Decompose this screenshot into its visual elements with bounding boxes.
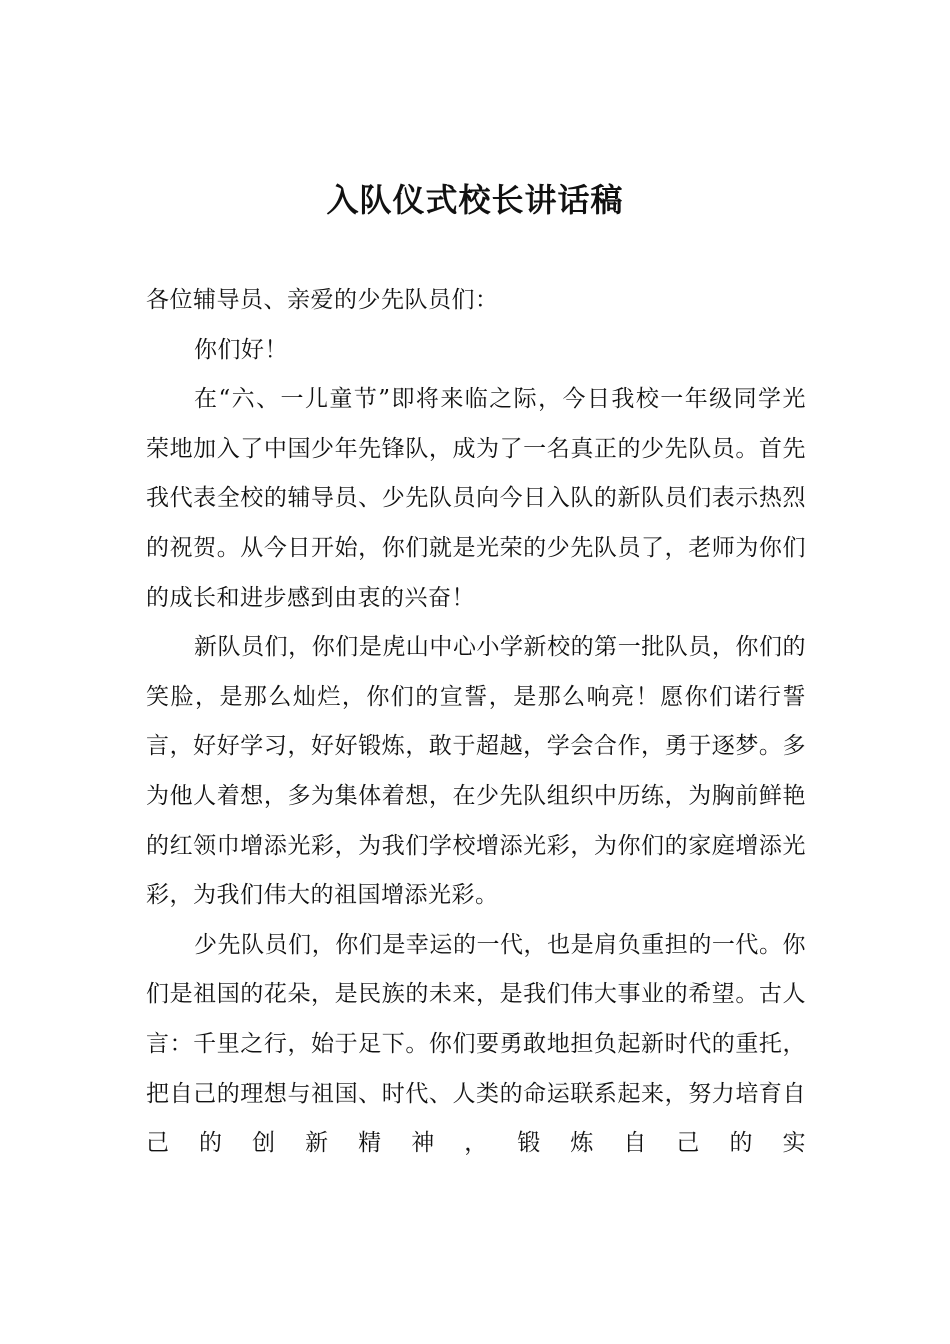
paragraph-3: 少先队员们，你们是幸运的一代，也是肩负重担的一代。你们是祖国的花朵，是民族的未来，是我们伟大事业的希望。古人言：千里之行，始于足下。你们要勇敢地担负起新时代的重托，把自己的理想与祖国、时代、人类的命运联系起来，努力培育自己的创新精神，锻炼自己的实 [146,931,806,1157]
paragraph-2: 新队员们，你们是虎山中心小学新校的第一批队员，你们的笑脸，是那么灿烂，你们的宣誓，是那么响亮！愿你们诺行誓言，好好学习，好好锻炼，敢于超越，学会合作，勇于逐梦。多为他人着想，多为集体着想，在少先队组织中历练，为胸前鲜艳的红领巾增添光彩，为我们学校增添光彩，为你们的家庭增添光彩，为我们伟大的祖国增添光彩。 [146,634,806,909]
paragraph-greeting: 你们好！ [194,336,288,363]
document-body [146,276,806,1169]
document-title: 入队仪式校长讲话稿 [326,181,624,219]
paragraph-1: 在“六、一儿童节”即将来临之际，今日我校一年级同学光荣地加入了中国少年先锋队，成为了一名真正的少先队员。首先我代表全校的辅导员、少先队员向今日入队的新队员们表示热烈的祝贺。从今日开始，你们就是光荣的少先队员了，老师为你们的成长和进步感到由衷的兴奋！ [146,386,806,611]
salutation: 各位辅导员、亲爱的少先队员们： [146,287,499,313]
